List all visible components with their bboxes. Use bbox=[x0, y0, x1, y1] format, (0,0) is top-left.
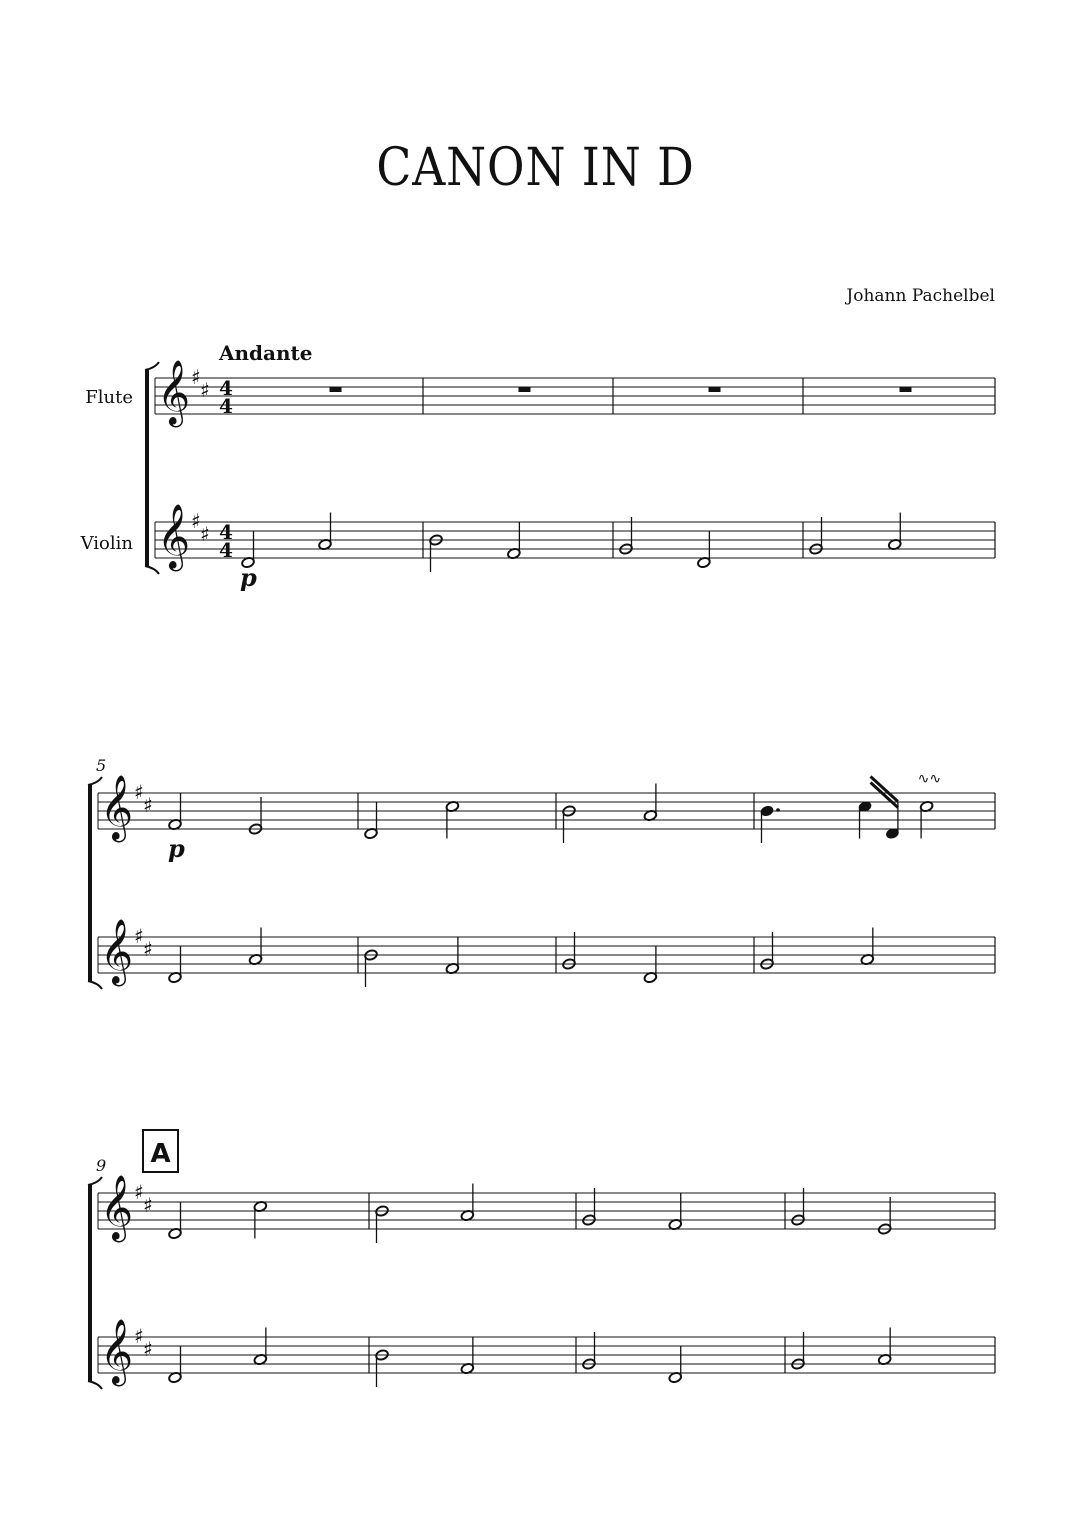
sharp-icon: ♯ bbox=[134, 1180, 144, 1204]
sharp-icon: ♯ bbox=[143, 1337, 153, 1361]
system-bracket bbox=[88, 1185, 92, 1381]
time-signature-numerator: 4 bbox=[219, 376, 233, 400]
dynamic-marking: p bbox=[168, 834, 185, 863]
sharp-icon: ♯ bbox=[191, 365, 201, 389]
whole-rest bbox=[330, 387, 342, 392]
treble-clef-icon: 𝄞 bbox=[100, 1319, 134, 1384]
time-signature-numerator: 4 bbox=[219, 520, 233, 544]
sharp-icon: ♯ bbox=[134, 1324, 144, 1348]
sharp-icon: ♯ bbox=[143, 937, 153, 961]
sharp-icon: ♯ bbox=[200, 378, 210, 402]
sharp-icon: ♯ bbox=[134, 924, 144, 948]
beam bbox=[871, 777, 898, 802]
measure-number: 5 bbox=[96, 756, 107, 775]
beam bbox=[871, 783, 898, 808]
time-signature-denominator: 4 bbox=[219, 538, 233, 562]
treble-clef-icon: 𝄞 bbox=[100, 775, 134, 840]
tempo-marking: Andante bbox=[219, 341, 313, 365]
composer-name: Johann Pachelbel bbox=[846, 286, 995, 306]
sharp-icon: ♯ bbox=[191, 509, 201, 533]
whole-rest bbox=[519, 387, 531, 392]
sharp-icon: ♯ bbox=[143, 793, 153, 817]
sharp-icon: ♯ bbox=[134, 780, 144, 804]
system-bracket bbox=[88, 785, 92, 981]
treble-clef-icon: 𝄞 bbox=[100, 919, 134, 984]
sharp-icon: ♯ bbox=[143, 1193, 153, 1217]
time-signature-denominator: 4 bbox=[219, 394, 233, 418]
instrument-name-violin: Violin bbox=[80, 533, 133, 554]
dot bbox=[776, 808, 780, 812]
whole-rest bbox=[709, 387, 721, 392]
sharp-icon: ♯ bbox=[200, 522, 210, 546]
page-title: CANON IN D bbox=[376, 138, 695, 198]
measure-number: 9 bbox=[96, 1156, 107, 1175]
system-bracket bbox=[145, 370, 149, 566]
trill-icon: ∿∿ bbox=[917, 771, 942, 787]
instrument-name-flute: Flute bbox=[85, 387, 133, 408]
treble-clef-icon: 𝄞 bbox=[100, 1175, 134, 1240]
whole-rest bbox=[900, 387, 912, 392]
dynamic-marking: p bbox=[240, 563, 257, 592]
treble-clef-icon: 𝄞 bbox=[157, 360, 191, 425]
rehearsal-mark: A bbox=[150, 1139, 171, 1169]
treble-clef-icon: 𝄞 bbox=[157, 504, 191, 569]
